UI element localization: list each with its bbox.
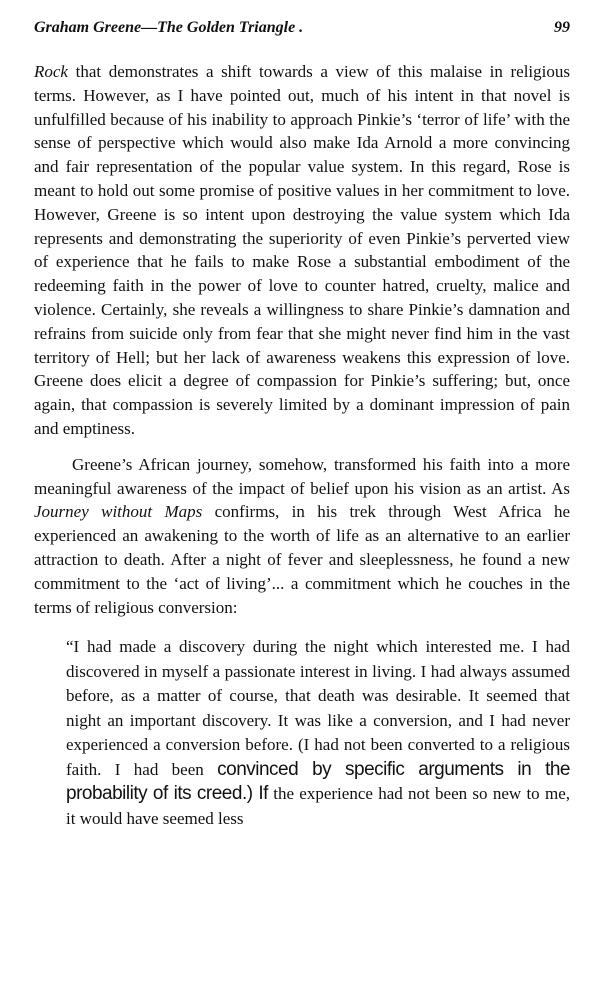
quote-text-c: the experience had not been so new to me, it would have seemed less bbox=[66, 784, 570, 828]
running-header bbox=[34, 19, 570, 43]
paragraph-text-after: confirms, in his trek through West Africa he experienced an awakening to the worth of life as an alternative to an earlier attraction to death. After a night of fever and sleeplessness, he found a new commitment to the ‘act of living’... a commitment which he couches in the terms of religious conversion: bbox=[34, 502, 570, 617]
paragraph-text: that demonstrates a shift towards a view of this malaise in religious terms. However, as I have pointed out, much of his intent in that novel is unfulfilled because of his inability to approach Pinkie’s ‘terror of life’ with the sense of perspective which would also make Ida Arnold a more convincing and fair representation of the popular value system. In this regard, Rose is meant to hold out some promise of positive values in her commitment to love. However, Greene is so intent upon destroying the value system which Ida represents and demonstrating the superiority of even Pinkie’s perverted view of experience that he fails to make Rose a substantial embodiment of the redeeming faith in the power of love to counter hatred, cruelty, malice and violence. Certainly, she reveals a willingness to share Pinkie’s damnation and refrains from suicide only from fear that she might never find him in the vast territory of Hell; but her lack of awareness weakens this expression of love. Greene does elicit a degree of compassion for Pinkie’s suffering; but, once again, that compassion is severely limited by a dominant impression of pain and emptiness. bbox=[34, 62, 570, 438]
italic-title-rock: Rock bbox=[34, 62, 68, 81]
paragraph-text-before: Greene’s African journey, somehow, transformed his faith into a more meaningful awareness of the impact of belief upon his vision as an artist. As bbox=[34, 454, 570, 498]
page-body bbox=[34, 60, 570, 831]
quote-text-condensed: convinced by specific arguments in the probability of its creed.) If bbox=[66, 758, 570, 805]
page-number: 99 bbox=[554, 19, 570, 36]
italic-title-journey-without-maps: Journey without Maps bbox=[34, 502, 203, 522]
quote-text-a: “I had made a discovery during the night which interested me. I had discovered in myself a passionate interest in living. I had always assumed before, as a matter of course, that death was desirable. It seemed that night an important discovery. It was like a conversion, and I had never experienced a conversion before. (I had not been converted to a religious faith. I had been bbox=[66, 637, 570, 779]
paragraph-continuation bbox=[34, 60, 570, 441]
paragraph-african-journey bbox=[34, 453, 570, 620]
running-title: Graham Greene—The Golden Triangle . bbox=[34, 19, 304, 36]
block-quote bbox=[66, 635, 570, 831]
